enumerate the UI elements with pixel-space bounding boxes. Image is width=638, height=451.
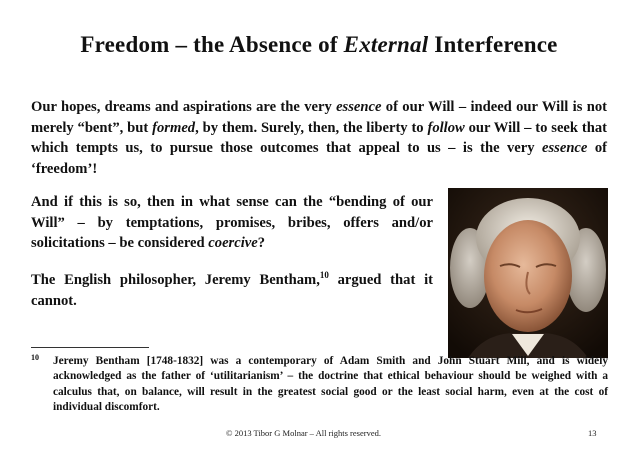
title-text: Freedom – the Absence of — [80, 32, 344, 57]
text-run: And if this is so, then in what sense can the “bending of our Will” – by temptations, promises, bribes, offers and/or solicitations – be considered — [31, 194, 433, 251]
text-run: ? — [257, 235, 266, 251]
text-run: The English philosopher, Jeremy Bentham, — [31, 272, 320, 288]
text-run: argued that it cannot. — [31, 272, 433, 309]
slide-title — [0, 32, 638, 58]
portrait-image — [448, 188, 608, 358]
footnote-text: Jeremy Bentham [1748-1832] was a contemporary of Adam Smith and John Stuart Mill, and is widely acknowledged as the father of ‘utilitarianism’ – the doctrine that ethical behaviour should be weighed with a calculus that, on balance, will result in the greatest social good or the least social harm, even at the cost of individual discomfort. — [53, 355, 608, 414]
text-run: , by them. Surely, then, the liberty to — [195, 119, 428, 136]
text-run: of ‘freedom’! — [31, 140, 607, 177]
emphasis: essence — [336, 99, 382, 115]
copyright-notice: © 2013 Tibor G Molnar – All rights reserved. — [226, 428, 381, 438]
emphasis: formed — [152, 119, 196, 136]
text-run: of our Will – indeed our Will is not merely “bent”, but — [31, 99, 608, 136]
paragraph-coercion-question — [31, 192, 433, 254]
portrait-drawing — [448, 188, 608, 358]
emphasis: follow — [427, 119, 465, 136]
slide-footer — [0, 428, 638, 442]
text-run: our Will – to seek that which tempts us, to pursue those outcomes that appeal to us – is the very — [31, 119, 608, 156]
footnote-divider — [31, 347, 149, 348]
footnote-number: 10 — [31, 353, 39, 362]
emphasis: essence — [542, 140, 588, 156]
page-number: 13 — [588, 428, 597, 438]
emphasis: coercive — [208, 235, 258, 251]
paragraph-bentham — [31, 270, 433, 311]
title-emphasis: External — [343, 32, 429, 57]
title-text-end: Interference — [428, 32, 558, 57]
text-run: Our hopes, dreams and aspirations are the very — [31, 99, 337, 115]
footnote-ref: 10 — [319, 270, 329, 281]
paragraph-hopes — [31, 97, 607, 179]
